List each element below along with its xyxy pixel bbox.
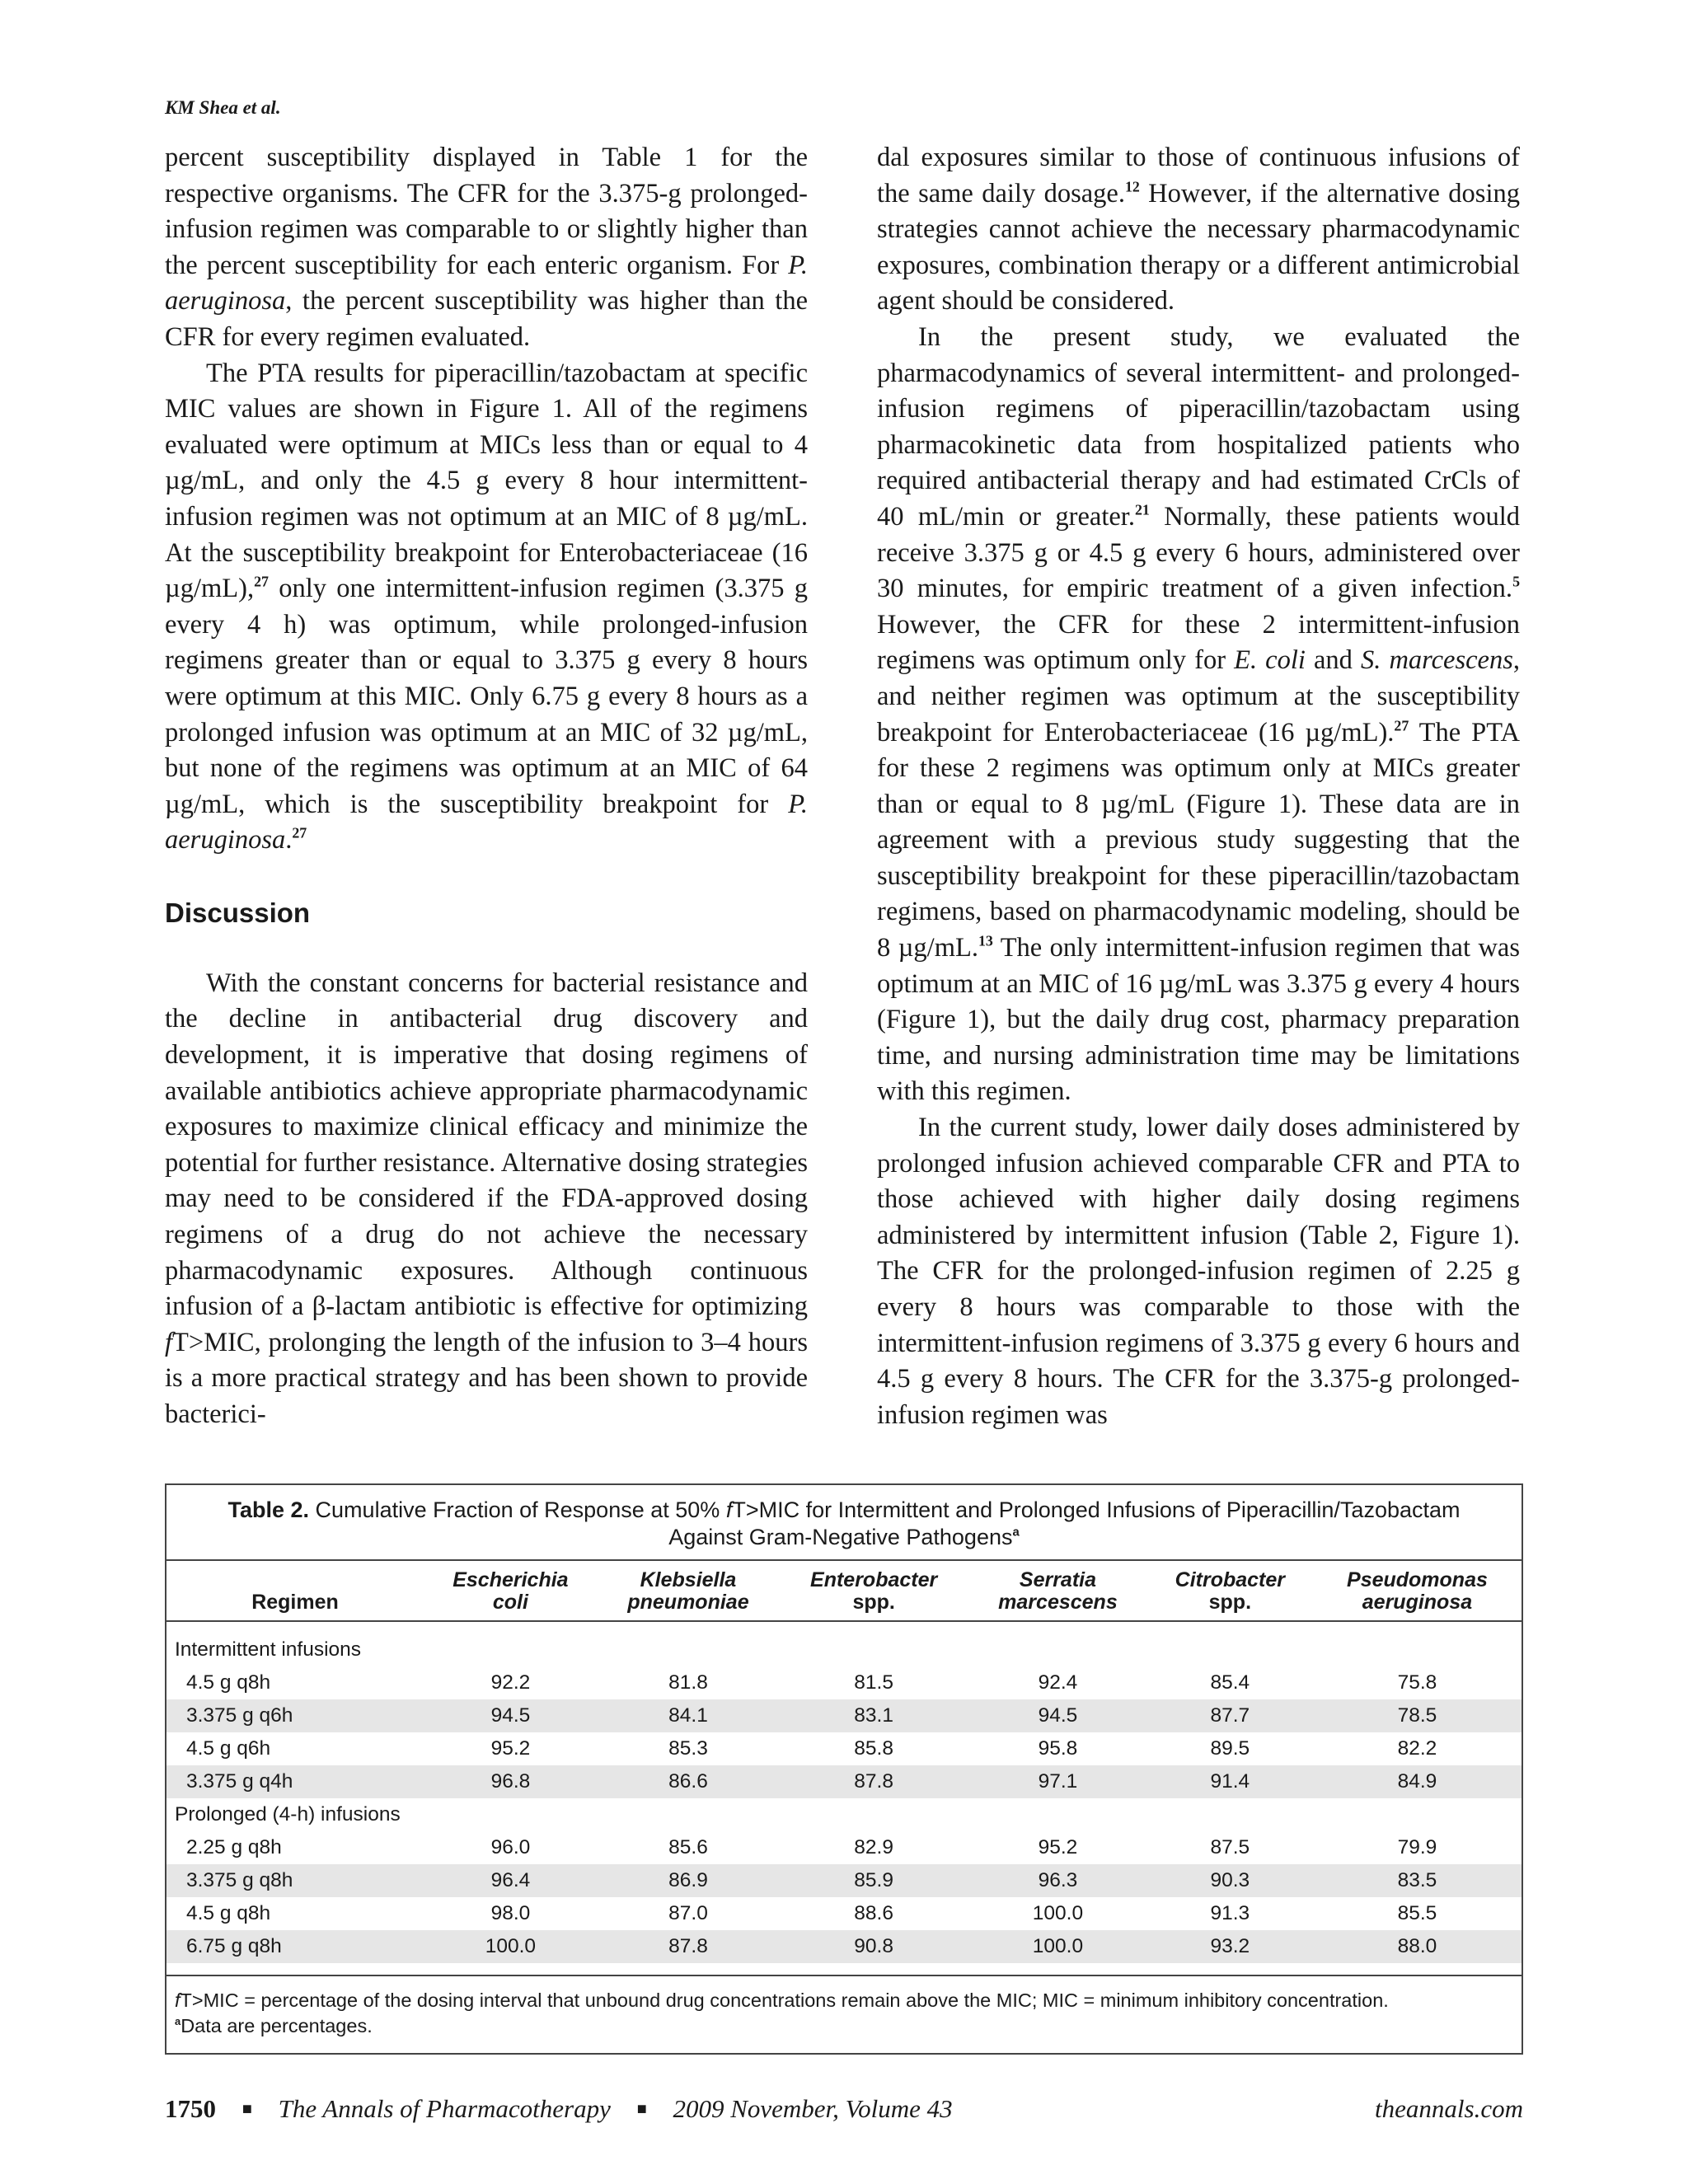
table-row: 4.5 g q8h 92.2 81.8 81.5 92.4 85.4 75.8	[186, 1671, 1437, 1694]
issue-info: 2009 November, Volume 43	[673, 2094, 953, 2123]
table-row: 3.375 g q8h 96.4 86.9 85.9 96.3 90.3 83.5	[166, 1864, 1522, 1897]
table-caption: Table 2. Cumulative Fraction of Response at 50% fT>MIC for Intermittent and Prolonged Infusions of Piperacillin/Tazobactam Against Gram-Negative Pathogens$^a$	[166, 1485, 1522, 1561]
data-table	[166, 1561, 1522, 1975]
separator-icon: ■	[241, 2100, 252, 2118]
right-column	[877, 140, 1520, 1433]
column-header: Escherichia coli	[424, 1561, 598, 1621]
column-header: Klebsiella pneumoniae	[598, 1561, 779, 1621]
table-row: 3.375 g q6h 94.5 84.1 83.1 94.5 87.7 78.5	[166, 1699, 1522, 1732]
group-row: Intermittent infusions	[175, 1638, 362, 1661]
table-row: 6.75 g q8h 100.0 87.8 90.8 100.0 93.2 88.0	[166, 1930, 1522, 1963]
journal-site: theannals.com	[1375, 2094, 1523, 2123]
paragraph: With the constant concerns for bacterial resistance and the decline in antibacterial drug discovery and development, it is imperative that dosing regimens of available antibiotics achieve appropriate pharmacodynamic exposures to maximize clinical efficacy and minimize the potential for further resistance. Alternative dosing strategies may need to be considered if the FDA-approved dosing regimens of a drug do not achieve the necessary pharmacodynamic exposures. Although continuous infusion of a β-lactam antibiotic is effective for optimizing fT>MIC, prolonging the length of the infusion to 3–4 hours is a more practical strategy and has been shown to provide bacterici-	[165, 968, 808, 1429]
page-number: 1750	[165, 2094, 216, 2123]
table-row: 2.25 g q8h 96.0 85.6 82.9 95.2 87.5 79.9	[186, 1836, 1437, 1858]
column-header: Citrobacter spp.	[1147, 1561, 1313, 1621]
table-footnotes	[166, 1975, 1522, 2039]
paragraph: In the current study, lower daily doses administered by prolonged infusion achieved comparable CFR and PTA to those achieved with higher daily dosing regimens administered by intermittent infusion (Table 2, Figure 1). The CFR for the prolonged-infusion regimen of 2.25 g every 8 hours was comparable to those with the intermittent-infusion regimens of 3.375 g every 6 hours and 4.5 g every 8 hours. The CFR for the 3.375-g prolonged-infusion regimen was	[877, 1113, 1520, 1430]
paragraph: In the present study, we evaluated the pharmacodynamics of several intermittent- and prolonged-infusion regimens of piperacillin/tazobactam using pharmacokinetic data from hospitalized patients who required antibacterial therapy and had estimated CrCls of 40 mL/min or greater.$^{21}$ Normally, these patients would receive 3.375 g or 4.5 g every 6 hours, administered over 30 minutes, for empiric treatment of a given infection.$^5$ However, the CFR for these 2 intermittent-infusion regimens was optimum only for E. coli and S. marcescens, and neither regimen was optimum at the susceptibility breakpoint for Enterobacteriaceae (16 µg/mL).$^{27}$ The PTA for these 2 regimens was optimum only at MICs greater than or equal to 8 µg/mL (Figure 1). These data are in agreement with a previous study suggesting that the susceptibility breakpoint for these piperacillin/tazobactam regimens, based on pharmacodynamic modeling, should be 8 µg/mL.$^{13}$ The only intermittent-infusion regimen that was optimum at an MIC of 16 µg/mL was 3.375 g every 4 hours (Figure 1), but the daily drug cost, pharmacy preparation time, and nursing administration time may be limitations with this regimen.	[877, 321, 1520, 1107]
paragraph: dal exposures similar to those of continuous infusions of the same daily dosage.$^{12}$ However, if the alternative dosing strategies cannot achieve the necessary pharmacodynamic exposures, combination therapy or a different antimicrobial agent should be considered.	[877, 143, 1520, 316]
column-header: Pseudomonas aeruginosa	[1313, 1561, 1522, 1621]
column-header: Regimen	[166, 1561, 424, 1621]
separator-icon: ■	[636, 2100, 647, 2118]
paragraph: The PTA results for piperacillin/tazobactam at specific MIC values are shown in Figure 1. All of the regimens evaluated were optimum at MICs less than or equal to 4 µg/mL, and only the 4.5 g every 8 hour intermittent-infusion regimen was not optimum at an MIC of 8 µg/mL. At the susceptibility breakpoint for Enterobacteriaceae (16 µg/mL),$^{27}$ only one intermittent-infusion regimen (3.375 g every 4 h) was optimum, while prolonged-infusion regimens greater than or equal to 3.375 g every 8 hours were optimum at this MIC. Only 6.75 g every 8 hours as a prolonged infusion was optimum at an MIC of 32 µg/mL, but none of the regimens was optimum at an MIC of 64 µg/mL, which is the susceptibility breakpoint for P. aeruginosa.$^{27}$	[165, 358, 808, 855]
running-head: KM Shea et al.	[165, 97, 281, 118]
journal-name: The Annals of Pharmacotherapy	[278, 2094, 611, 2123]
table-row: 4.5 g q6h 95.2 85.3 85.8 95.8 89.5 82.2	[186, 1737, 1437, 1760]
column-header: Enterobacter spp.	[779, 1561, 968, 1621]
table-2	[165, 1483, 1523, 2055]
table-row: 3.375 g q4h 96.8 86.6 87.8 97.1 91.4 84.9	[166, 1765, 1522, 1798]
footnote: $^a$Data are percentages.	[175, 2014, 373, 2036]
column-header: Serratia marcescens	[968, 1561, 1147, 1621]
left-column	[165, 140, 808, 1433]
footnote: fT>MIC = percentage of the dosing interval that unbound drug concentrations remain above the MIC; MIC = minimum inhibitory concentration.	[175, 1990, 1389, 2011]
page-footer	[165, 2094, 1523, 2130]
section-heading: Discussion	[165, 897, 311, 928]
paragraph: percent susceptibility displayed in Table 1 for the respective organisms. The CFR for the 3.375-g prolonged-infusion regimen was comparable to or slightly higher than the percent susceptibility for each enteric organism. For P. aeruginosa, the percent susceptibility was higher than the CFR for every regimen evaluated.	[165, 143, 809, 352]
table-row: 4.5 g q8h 98.0 87.0 88.6 100.0 91.3 85.5	[186, 1902, 1437, 1924]
group-row: Prolonged (4-h) infusions	[175, 1803, 401, 1825]
